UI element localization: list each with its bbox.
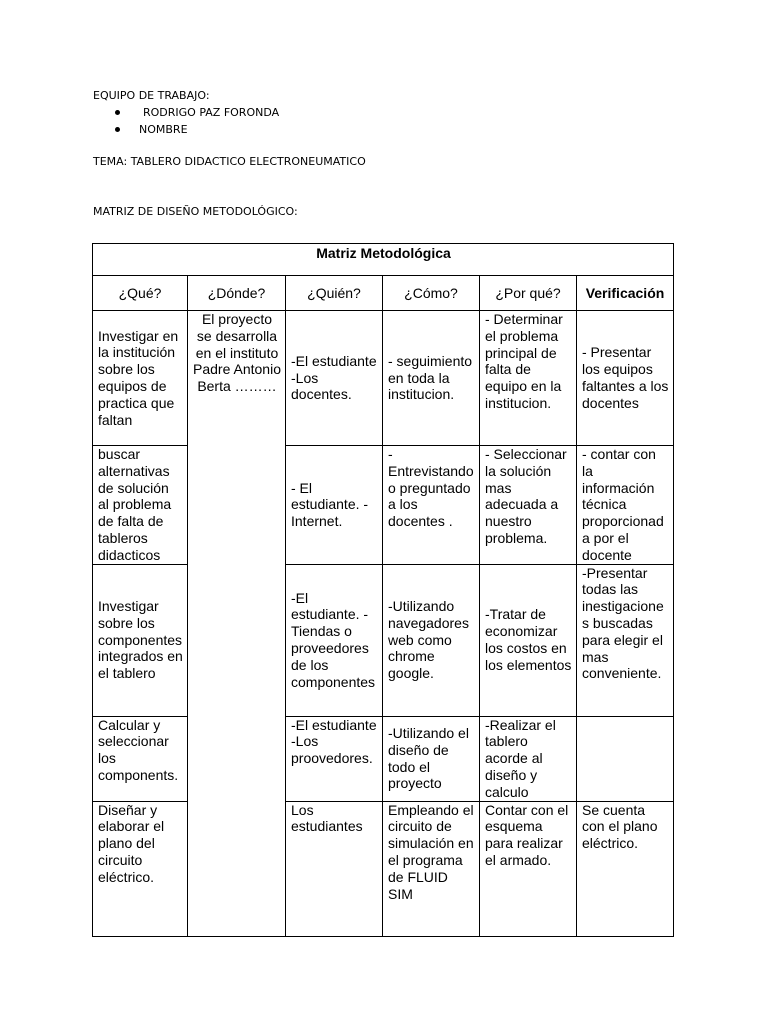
- cell-porque: Contar con el esquema para realizar el armado.: [480, 801, 577, 936]
- cell-como: - Entrevistando o preguntado a los docentes .: [383, 446, 480, 565]
- team-label: EQUIPO DE TRABAJO:: [93, 89, 210, 102]
- header-que: ¿Qué?: [93, 276, 188, 311]
- cell-que: buscar alternativas de solución al problema de falta de tableros didacticos: [93, 446, 188, 565]
- cell-verificacion: - Presentar los equipos faltantes a los docentes: [577, 311, 674, 446]
- matrix-title: Matriz Metodológica: [93, 244, 674, 276]
- document-header: [93, 87, 693, 220]
- cell-como: -Utilizando el diseño de todo el proyecto: [383, 716, 480, 801]
- bullet-icon: [115, 127, 120, 132]
- bullet-icon: [115, 110, 120, 115]
- cell-verificacion: -Presentar todas las inestigaciones buscadas para elegir el mas conveniente.: [577, 564, 674, 716]
- header-donde: ¿Dónde?: [188, 276, 286, 311]
- header-porque: ¿Por qué?: [480, 276, 577, 311]
- cell-verificacion: [577, 716, 674, 801]
- cell-porque: - Seleccionar la solución mas adecuada a nuestro problema.: [480, 446, 577, 565]
- header-quien: ¿Quién?: [286, 276, 383, 311]
- cell-como: - seguimiento en toda la institucion.: [383, 311, 480, 446]
- cell-porque: -Tratar de economizar los costos en los elementos: [480, 564, 577, 716]
- table-row: [93, 311, 674, 446]
- methodology-matrix: [92, 243, 674, 937]
- header-row: [93, 276, 674, 311]
- cell-como: -Utilizando navegadores web como chrome google.: [383, 564, 480, 716]
- cell-quien: -El estudiante -Los docentes.: [286, 311, 383, 446]
- member-name: NOMBRE: [139, 123, 188, 136]
- list-item: [93, 121, 693, 138]
- header-como: ¿Cómo?: [383, 276, 480, 311]
- member-list: [93, 104, 693, 138]
- cell-donde: El proyecto se desarrolla en el instituto Padre Antonio Berta ………: [188, 311, 286, 937]
- cell-que: Investigar en la institución sobre los equipos de practica que faltan: [93, 311, 188, 446]
- member-name: RODRIGO PAZ FORONDA: [143, 106, 280, 119]
- matrix-heading: MATRIZ DE DISEÑO METODOLÓGICO:: [93, 205, 298, 218]
- cell-que: Investigar sobre los componentes integrados en el tablero: [93, 564, 188, 716]
- table-row: [93, 716, 674, 801]
- cell-que: Calcular y seleccionar los components.: [93, 716, 188, 801]
- cell-quien: - El estudiante. - Internet.: [286, 446, 383, 565]
- table-row: [93, 446, 674, 565]
- cell-que: Diseñar y elaborar el plano del circuito eléctrico.: [93, 801, 188, 936]
- cell-porque: -Realizar el tablero acorde al diseño y calculo: [480, 716, 577, 801]
- table-row: [93, 564, 674, 716]
- cell-quien: -El estudiante -Los proovedores.: [286, 716, 383, 801]
- cell-verificacion: - contar con la información técnica proporcionada por el docente: [577, 446, 674, 565]
- cell-quien: Los estudiantes: [286, 801, 383, 936]
- cell-quien: -El estudiante. -Tiendas o proveedores de los componentes: [286, 564, 383, 716]
- cell-como: Empleando el circuito de simulación en el programa de FLUID SIM: [383, 801, 480, 936]
- table-row: [93, 801, 674, 936]
- cell-verificacion: Se cuenta con el plano eléctrico.: [577, 801, 674, 936]
- header-verificacion: Verificación: [577, 276, 674, 311]
- list-item: [93, 104, 693, 121]
- cell-porque: - Determinar el problema principal de falta de equipo en la institucion.: [480, 311, 577, 446]
- topic-line: TEMA: TABLERO DIDACTICO ELECTRONEUMATICO: [93, 155, 366, 168]
